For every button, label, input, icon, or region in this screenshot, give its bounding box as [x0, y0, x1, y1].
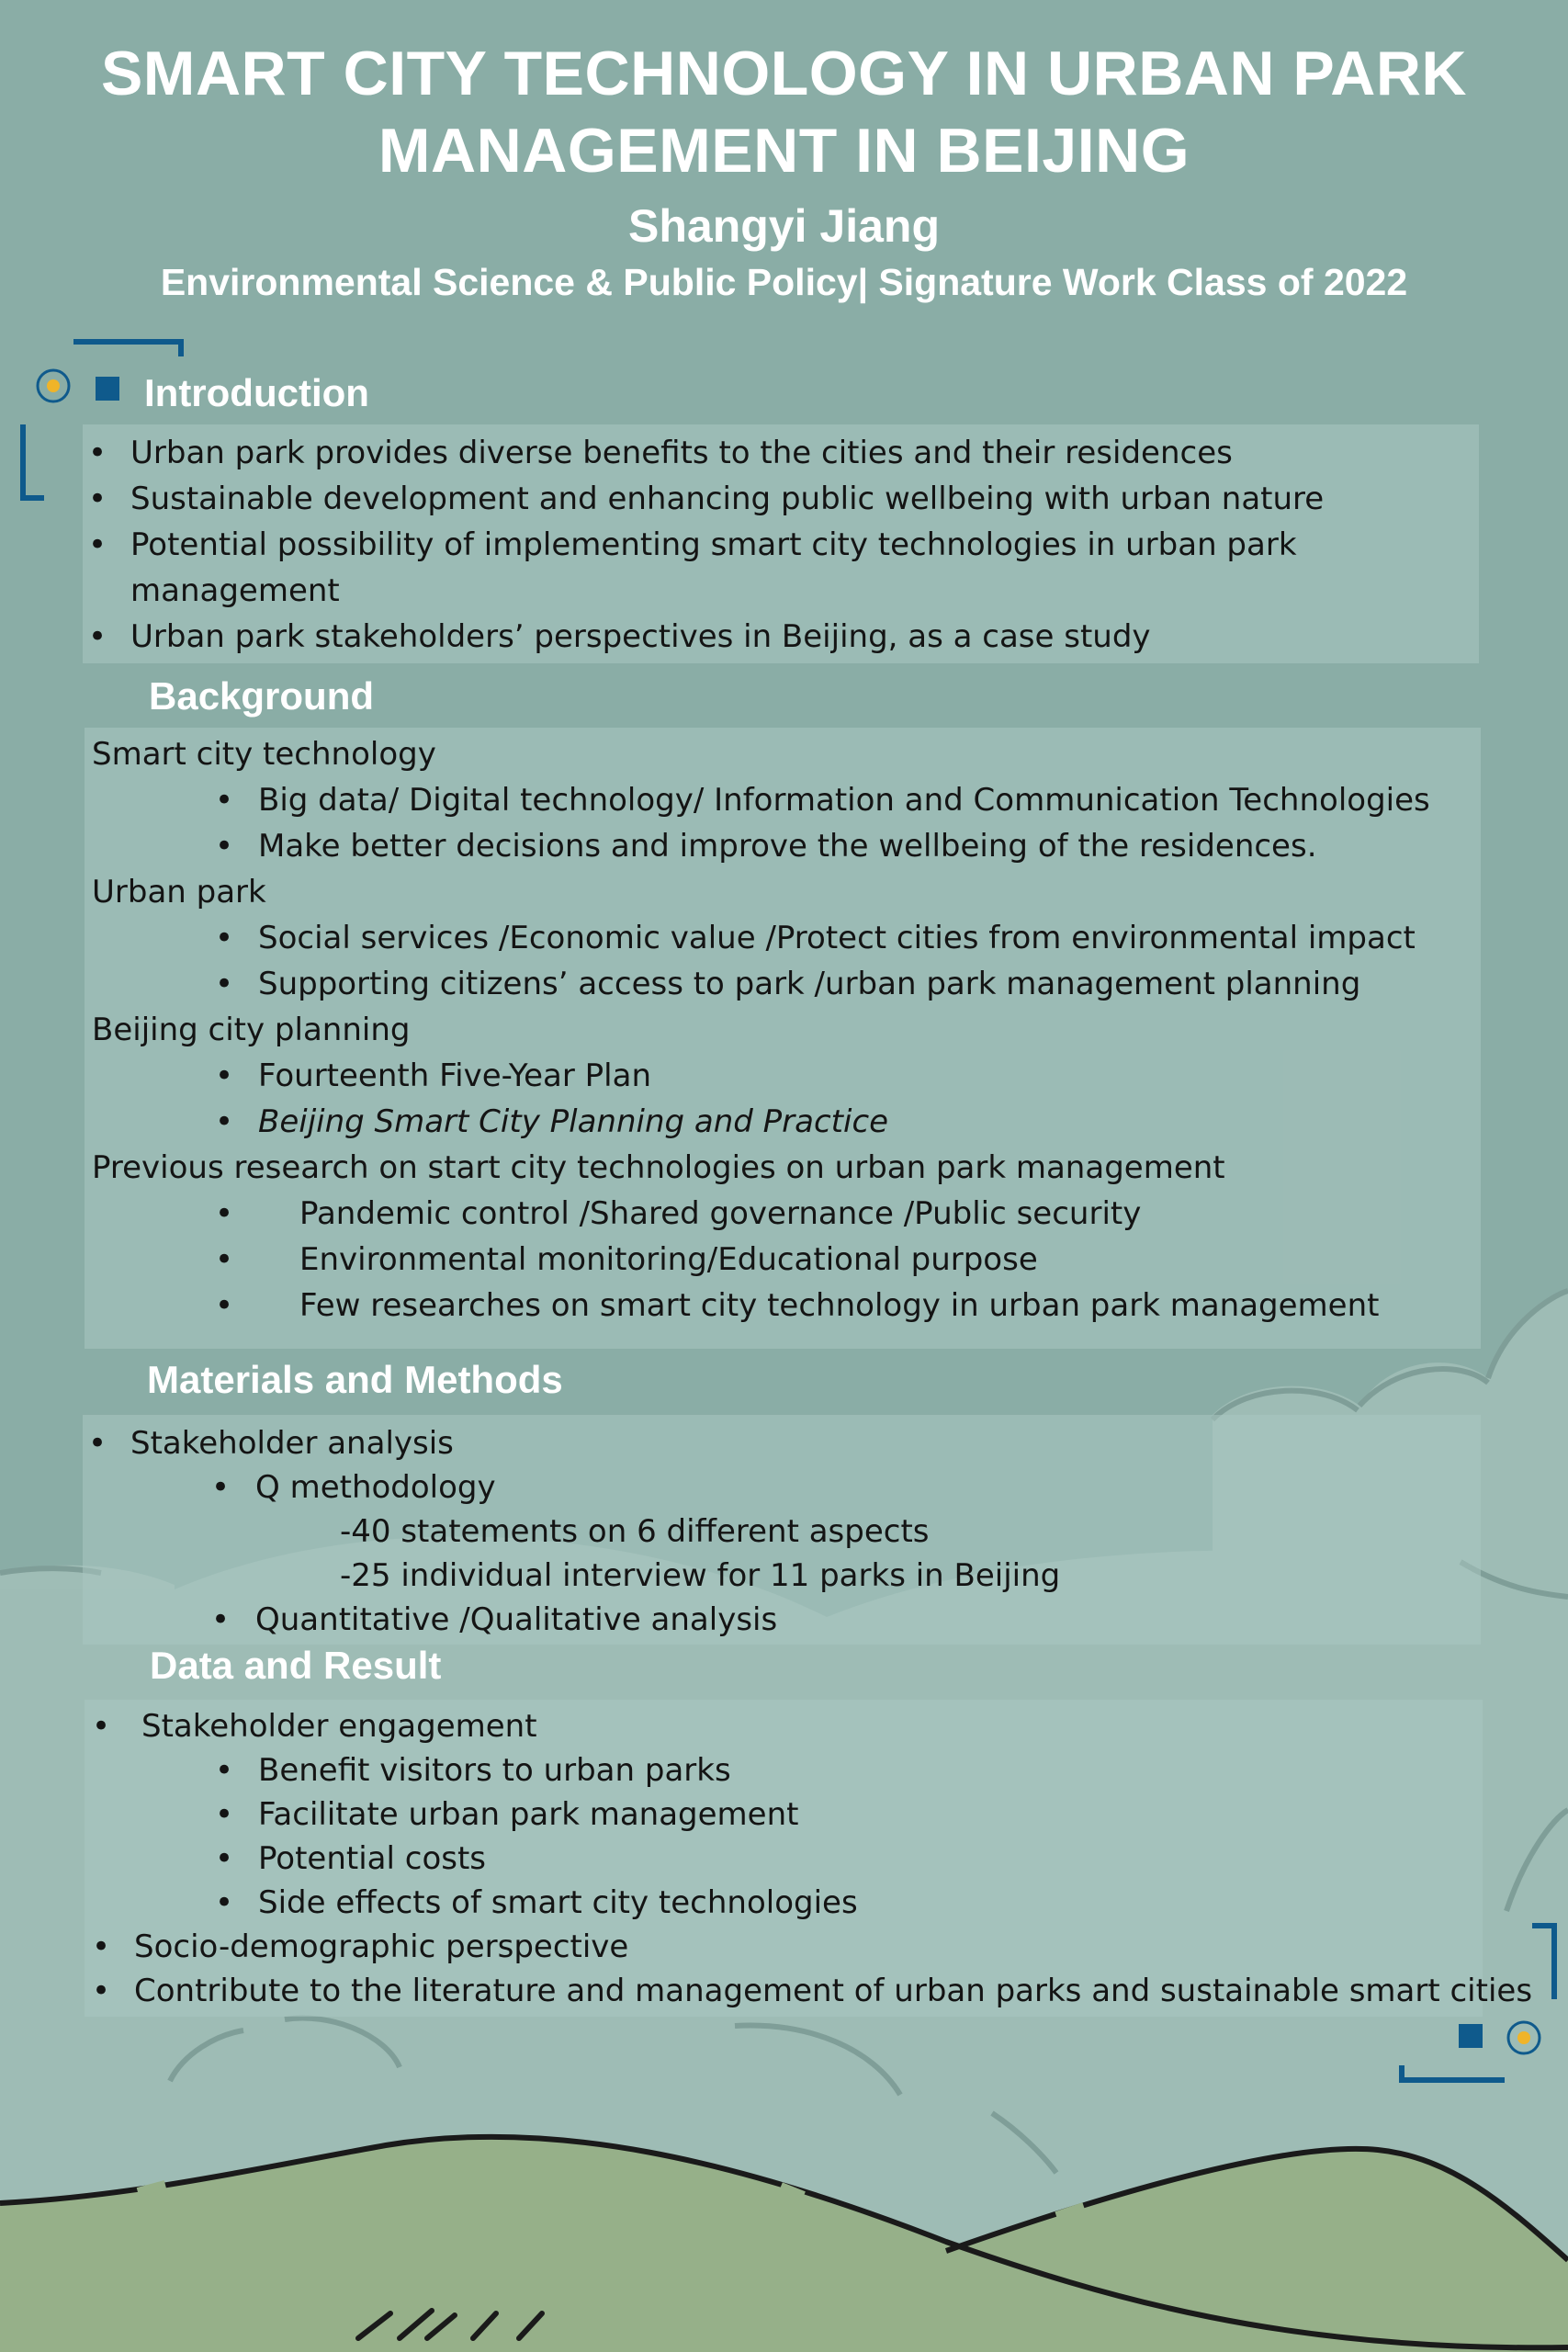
methods-item: Quantitative /Qualitative analysis	[255, 1601, 778, 1638]
methods-box	[83, 1415, 1481, 1645]
bullet: •	[88, 435, 107, 471]
author-name: Shangyi Jiang	[628, 200, 940, 252]
background-item: Environmental monitoring/Educational purpose	[299, 1241, 1038, 1278]
bullet: •	[92, 1973, 111, 2009]
background-heading: Previous research on start city technologies on urban park management	[92, 1149, 1225, 1186]
intro-item: Potential possibility of implementing smart city technologies in urban park	[130, 526, 1297, 563]
affiliation: Environmental Science & Public Policy| Signature Work Class of 2022	[160, 261, 1408, 303]
results-box	[85, 1700, 1533, 2017]
results-item: Benefit visitors to urban parks	[258, 1752, 731, 1789]
background-heading: Smart city technology	[92, 736, 436, 773]
background-item: Supporting citizens’ access to park /urban park management planning	[258, 966, 1361, 1002]
bullet: •	[88, 618, 107, 655]
background-item: Few researches on smart city technology in urban park management	[299, 1287, 1380, 1324]
results-item: Potential costs	[258, 1840, 487, 1877]
bullet: •	[215, 966, 234, 1002]
bullet: •	[88, 526, 107, 563]
background-item-italic: Beijing Smart City Planning and Practice	[258, 1103, 889, 1140]
methods-item: Stakeholder analysis	[130, 1425, 454, 1462]
section-title-results: Data and Result	[150, 1644, 442, 1687]
bullet: •	[215, 1796, 234, 1833]
background-box	[85, 728, 1481, 1349]
background-item: Fourteenth Five-Year Plan	[258, 1057, 652, 1094]
bullet: •	[215, 1840, 234, 1877]
bullet: •	[211, 1601, 231, 1638]
bullet: •	[215, 1752, 234, 1789]
square-icon	[96, 377, 119, 401]
introduction-box	[83, 424, 1479, 663]
background-item: Pandemic control /Shared governance /Public security	[299, 1195, 1142, 1232]
bullet: •	[92, 1928, 111, 1965]
results-item: Facilitate urban park management	[258, 1796, 799, 1833]
bullet: •	[92, 1708, 111, 1745]
bullet: •	[215, 828, 234, 865]
bullet: •	[215, 1241, 234, 1278]
bullet: •	[215, 1884, 234, 1921]
section-title-methods: Materials and Methods	[147, 1358, 563, 1401]
poster-title-line-2: MANAGEMENT IN BEIJING	[378, 116, 1190, 186]
bullet: •	[215, 782, 234, 819]
bullet: •	[215, 920, 234, 956]
poster-header	[0, 35, 1568, 307]
bracket-top-left	[73, 342, 181, 356]
intro-item: Urban park provides diverse benefits to the cities and their residences	[130, 435, 1233, 471]
background-item: Social services /Economic value /Protect cities from environmental impact	[258, 920, 1416, 956]
bullet: •	[215, 1057, 234, 1094]
intro-item: Urban park stakeholders’ perspectives in Beijing, as a case study	[130, 618, 1151, 655]
methods-detail: -40 statements on 6 different aspects	[340, 1513, 930, 1550]
bullet: •	[88, 1425, 107, 1462]
square-icon	[1459, 2024, 1483, 2048]
bullet: •	[88, 481, 107, 517]
bullet: •	[211, 1469, 231, 1506]
results-item: Side effects of smart city technologies	[258, 1884, 858, 1921]
background-heading: Beijing city planning	[92, 1012, 411, 1048]
poster-title-line-1: SMART CITY TECHNOLOGY IN URBAN PARK	[100, 39, 1468, 108]
results-item: Stakeholder engagement	[141, 1708, 537, 1745]
bullet: •	[215, 1195, 234, 1232]
section-title-background: Background	[149, 674, 375, 718]
results-item: Socio-demographic perspective	[134, 1928, 629, 1965]
intro-item: Sustainable development and enhancing public wellbeing with urban nature	[130, 481, 1325, 517]
background-heading: Urban park	[92, 874, 266, 910]
methods-item: Q methodology	[255, 1469, 496, 1506]
section-title-introduction: Introduction	[144, 371, 369, 414]
bullet: •	[215, 1103, 234, 1140]
methods-detail: -25 individual interview for 11 parks in Beijing	[340, 1557, 1061, 1594]
intro-item-continued: management	[130, 572, 340, 609]
bullet: •	[215, 1287, 234, 1324]
background-item: Make better decisions and improve the wellbeing of the residences.	[258, 828, 1317, 865]
bracket-left	[23, 424, 44, 498]
results-item: Contribute to the literature and management of urban parks and sustainable smart cities	[134, 1973, 1533, 2009]
background-item: Big data/ Digital technology/ Information and Communication Technologies	[258, 782, 1430, 819]
